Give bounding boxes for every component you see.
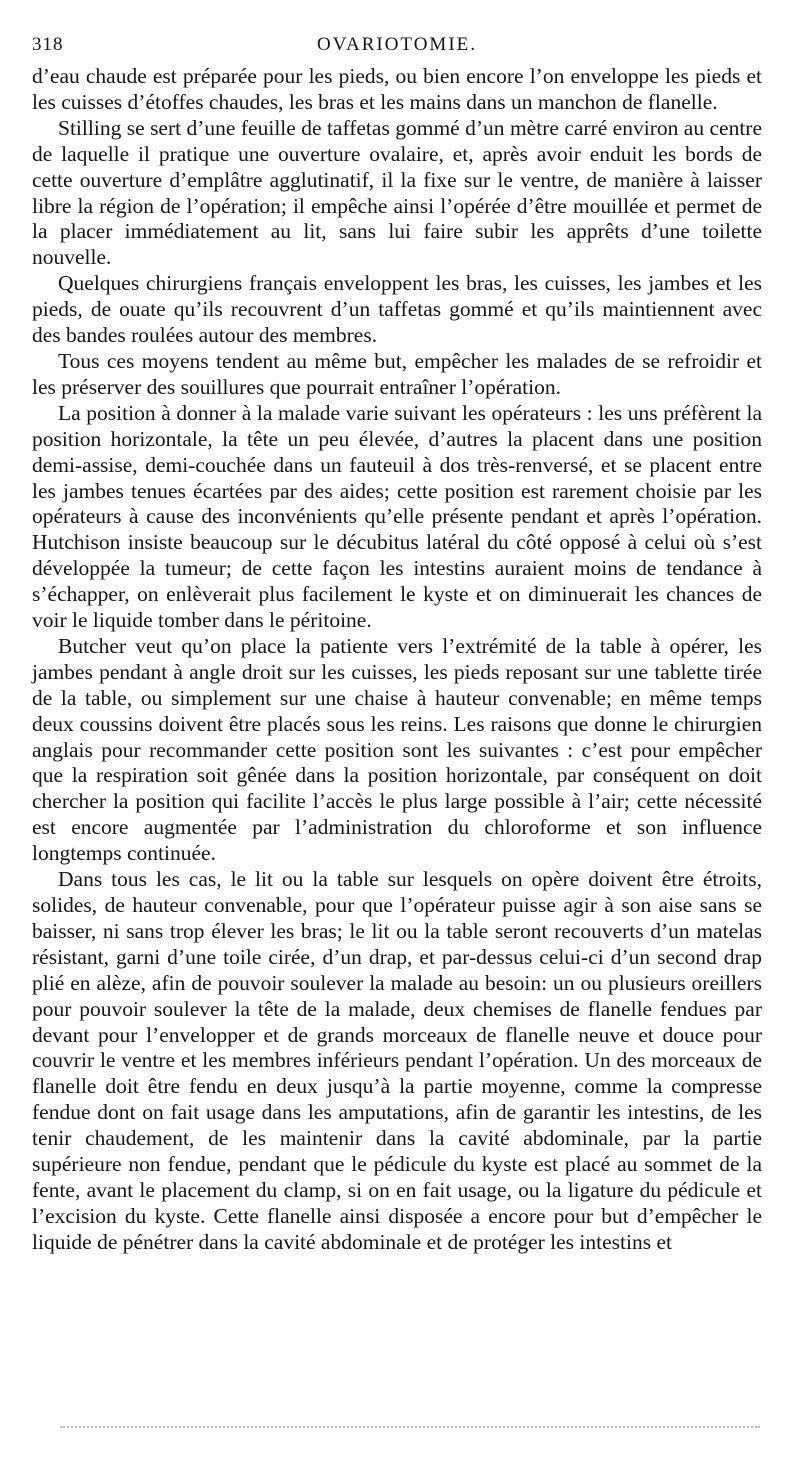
page-header — [32, 30, 762, 64]
paragraph: Quelques chirurgiens français enveloppent les bras, les cuisses, les jambes et les pieds, de ouate qu’ils recouvrent d’un taffetas gommé et qu’ils maintiennent avec des bandes roulées autour des membres. — [32, 271, 762, 348]
paragraph-continuation: d’eau chaude est préparée pour les pieds, ou bien encore l’on enveloppe les pieds et les cuisses d’étoffes chaudes, les bras et les mains dans un manchon de flanelle. — [32, 64, 762, 114]
running-head: OVARIOTOMIE. — [317, 34, 477, 55]
paragraph: La position à donner à la malade varie suivant les opérateurs : les uns préfèrent la position horizontale, la tête un peu élevée, d’autres la placent dans une position demi-assise, demi-couchée dans un fauteuil à dos très-renversé, et se placent entre les jambes tenues écartées par des aides; cette position est rarement choisie par les opérateurs à cause des inconvénients qu’elle présente pendant et après l’opération. Hutchison insiste beaucoup sur le décubitus latéral du côté opposé à celui où s’est développée la tumeur; de cette façon les intestins auraient moins de tendance à s’échapper, on enlèverait plus facilement le kyste et on diminuerait les chances de voir le liquide tomber dans le péritoine. — [32, 400, 762, 633]
paragraph: Butcher veut qu’on place la patiente vers l’extrémité de la table à opérer, les jambes pendant à angle droit sur les cuisses, les pieds reposant sur une tablette tirée de la table, ou simplement sur une chaise à hauteur convenable; en même temps deux coussins doivent être placés sous les reins. Les raisons que donne le chirurgien anglais pour recommander cette position sont les suivantes : c’est pour empêcher que la respiration soit gênée dans la position horizontale, par conséquent on doit chercher la position qui facilite l’accès le plus large possible à l’air; cette nécessité est encore augmentée par l’administration du chloroforme et son influence longtemps continuée. — [32, 633, 762, 866]
body-text — [32, 64, 762, 1256]
paragraph: Dans tous les cas, le lit ou la table sur lesquels on opère doivent être étroits, solides, de hauteur convenable, pour que l’opérateur puisse agir à son aise sans se baisser, ni sans trop élever les bras; le lit ou la table seront recouverts d’un matelas résistant, garni d’une toile cirée, d’un drap, et par-dessus celui-ci d’un second drap plié en alèze, afin de pouvoir soulever la malade au besoin: un ou plusieurs oreillers pour pouvoir soulever la tête de la malade, deux chemises de flanelle fendues par devant pour l’envelopper et de grands morceaux de flanelle neuve et douce pour couvrir le ventre et les membres inférieurs pendant l’opération. Un des morceaux de flanelle doit être fendu en deux jusqu’à la partie moyenne, comme la compresse fendue dont on fait usage dans les amputations, afin de garantir les intestins, de les tenir chaudement, de les maintenir dans la cavité abdominale, par la partie supérieure non fendue, pendant que le pédicule du kyste est placé au sommet de la fente, avant le placement du clamp, si on en fait usage, ou la ligature du pédicule et l’excision du kyste. Cette flanelle ainsi disposée a encore pour but d’empêcher le liquide de pénétrer dans la cavité abdominale et de protéger les intestins et — [32, 867, 762, 1254]
page-number: 318 — [32, 34, 64, 55]
paragraph: Stilling se sert d’une feuille de taffetas gommé d’un mètre carré environ au centre de laquelle il pratique une ouverture ovalaire, et, après avoir enduit les bords de cette ouverture d’emplâtre agglutinatif, il la fixe sur le ventre, de manière à laisser libre la région de l’opération; il empêche ainsi l’opérée d’être mouillée et permet de la placer immédiatement au lit, sans lui faire subir les apprêts d’une toilette nouvelle. — [32, 115, 762, 270]
bottom-rule — [60, 1426, 760, 1428]
paragraph: Tous ces moyens tendent au même but, empêcher les malades de se refroidir et les préserver des souillures que pourrait entraîner l’opération. — [32, 348, 762, 399]
